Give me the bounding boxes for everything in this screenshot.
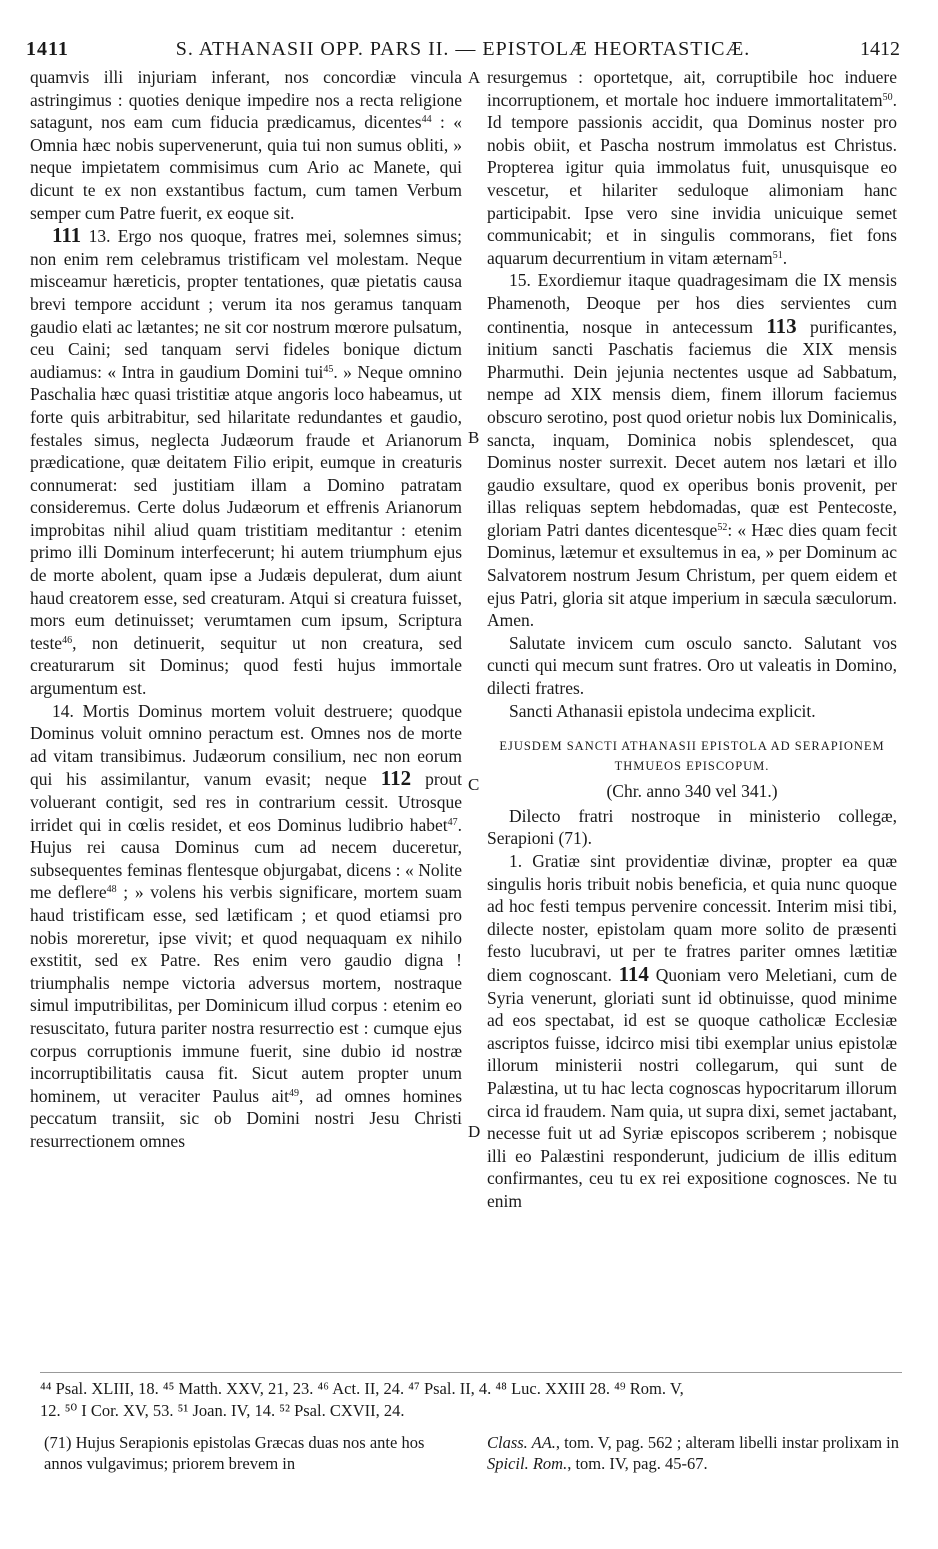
paragraph: 14. Mortis Dominus mortem voluit destruere; quodque Dominus voluit omnino peractum est. Omnes nos de morte ad vitam transibimus. Judæorum consilium, nec non eorum qui his assimilantur, vanum evasit; neque 112 prout voluerant contigit, sed res in contrarium cessit. Utrosque irridet qui in cœlis residet, et eos Dominus ludibrio habet$^{47}$. Hujus rei causa Dominus cum ad necem duceretur, subsequentes feminas flentesque objurgabat, dicens : « Nolite me deflere$^{48}$ ; » volens his verbis significare, mortem suam haud tristificam esse, sed lætificam ; et quod etiamsi pro nobis moreretur, ipse vivit; et quod nequaquam ex nihilo exstitit, sed ex Patre. Res enim vero gaudio digna ! triumphalis nempe victoria adversus mortem, nostraque simul imputribilitas, per Dominicum illud corpus : etenim eo resuscitato, futura pariter nostra resurrectio est : cumque ejus corpus corruptionis immune fuerit, sine dubio id nostræ incorruptibilitatis causa fit. Sicut autem propter unum hominem, ut veraciter Paulus ait$^{49}$, ad omnes homines peccatum transiit, sic ob Domini nostri Jesu Christi resurrectionem omnes	[30, 700, 462, 1151]
page-number-left: 1411	[26, 38, 69, 60]
column-mark: 111	[52, 223, 82, 248]
column-mark: 113	[766, 313, 797, 338]
divider	[40, 1372, 902, 1373]
column-mark: 112	[380, 766, 412, 791]
footnote-left: (71) Hujus Serapionis epistolas Græcas duas nos ante hos annos vulgavimus; priorem brevem in	[44, 1433, 425, 1473]
paragraph: Salutate invicem cum osculo sancto. Salutant vos cuncti qui mecum sunt fratres. Oro ut valeatis in Domino, dilecti fratres.	[487, 632, 897, 699]
running-header	[26, 38, 900, 64]
paragraph: quamvis illi injuriam inferant, nos concordiæ vincula astringimus : quoties denique impedire nos a recta religione satagunt, nos eam cum fiducia prædicamus, dicentes$^{44}$ : « Omnia hæc nobis supervenerunt, quia tui non sumus obliti, » neque impietatem commisimus cum Ario ac Manete, qui dicunt te ex non exstantibus factum, cum tamen Verbum semper cum Patre fuerit, ex eoque sit.	[30, 67, 462, 223]
right-column	[487, 66, 897, 1370]
date-line: (Chr. anno 340 vel 341.)	[606, 781, 778, 802]
paragraph: 111 13. Ergo nos quoque, fratres mei, solemnes simus; non enim rem celebramus tristificam vel molestam. Neque misceamur hæreticis, propter tentationes, quæ pietatis causa brevi tempore accidunt ; verum ita nos geramus tanquam gaudio elati ac lætantes; ne sit cor nostrum mœrore pulsatum, ceu Caini; sed tanquam servi fideles bonique dictum audiamus: « Intra in gaudium Domini tui$^{45}$. » Neque omnino Paschalia hæc quasi tristitiæ atque angoris loco habeamus, ut forte quis arbitrabitur, sed hilaritate redundantes et gaudio, festales simus, neglecta Judæorum fraude et Arianorum prædicatione, quæ deitatem Filio eripit, eumque in creaturis connumerat: sed justitiam illam a Domino patratam consideremus. Certe dolus Judæorum et effrenis Arianorum improbitas nihil aliud quam tristitiam meditantur : etenim primo illi Dominum interfecerunt; hi autem triumphum ejus de morte abolent, quam ipse a Judæis depulerat, dum aiunt haud creatorem esse, sed creaturam. Atqui si creatura fuisset, mors eum detinuisset; verumtamen cum ipsum, Scriptura teste$^{46}$, non detinuerit, sequitur ut non creatura, sed creaturarum sit Dominus; quod festi hujus immortale argumentum est.	[30, 223, 462, 699]
margin-letter-d: D	[468, 1122, 481, 1141]
paragraph: 15. Exordiemur itaque quadragesimam die IX mensis Phamenoth, Deoque per hos dies servientes cum continentia, nosque in antecessum 113 purificantes, initium sancti Paschatis faciemus die XIX mensis Pharmuthi. Dein jejunia nectentes usque ad Sabbatum, nempe ad XIX mensis diem, finem illorum faciemus obscuro serotino, post quod orietur nobis lux Dominicalis, sancta, inquam, Dominica nobis splendescet, qua Dominus noster surrexit. Decet autem nos lætari et illo gaudio exsultare, quod ex operibus bonis provenit, per illas reliquas septem hebdomadas, quæ est Pentecoste, gloriam Patri dantes dicentesque$^{52}$: « Hæc dies quam fecit Dominus, lætemur et exsultemus in ea, » per Dominum ac Salvatorem nostrum Jesum Christum, per quem eidem et ejus Patri, gloria sit atque imperium in sæcula sæculorum. Amen.	[487, 270, 897, 631]
paragraph: resurgemus : oportetque, ait, corruptibile hoc induere incorruptionem, et mortale hoc induere immortalitatem$^{50}$. Id tempore passionis accidit, qua Dominus noster pro nobis obiit, et Pascha nostrum immolatus est Christus. Propterea igitur quia immolatus fuit, unusquisque eo vescetur, et hilariter seduloque alimoniam hanc participabit. Ipse vero sine invidia unicuique semet communicabit; et in singulis commorans, fiet fons aquarum decurrentium in vitam æternam$^{51}$.	[487, 67, 897, 268]
paragraph: Dilecto fratri nostroque in ministerio collegæ, Serapioni (71).	[487, 805, 897, 849]
margin-letter-c: C	[468, 775, 480, 794]
paragraph: 1. Gratiæ sint providentiæ divinæ, propter ea quæ singulis horis tribuit nobis beneficia, et quia nunc quoque ad hoc festi tempus pervenire concessit. Interim misi tibi, dilecte noster, epistolam quam more solito de præsenti festo lucubravi, ut per te fratres pariter omnes lætitiæ diem cognoscant. 114 Quoniam vero Meletiani, cum de Syria venerunt, gloriati sunt id obtinuisse, quod minime ad eos spectabat, id est se quoque catholicæ Ecclesiæ ascriptos fuisse, idcirco misi tibi exemplar unius epistolæ illorum ministerii nostri collegarum, qui sunt de Palæstina, ut tu hac lecta cognoscas hypocritarum illorum circa id fraudem. Nam quia, ut supra dixi, semet jactabant, necesse fuit ut ad Syriæ episcopos scriberem ; nobisque illi eo Palæstini responderunt, judicium de illis editum confirmantes, ceu tu ex rei expositione cognosces. Ne tu enim	[487, 851, 897, 1211]
paragraph: Sancti Athanasii epistola undecima explicit.	[509, 700, 816, 721]
section-title: EJUSDEM SANCTI ATHANASII EPISTOLA AD SERAPIONEM THMUEOS EPISCOPUM.	[499, 739, 885, 774]
column-mark: 114	[618, 961, 649, 986]
footnote-right: Class. AA., tom. V, pag. 562 ; alteram libelli instar prolixam in Spicil. Rom., tom. IV, pag. 45-67.	[487, 1433, 900, 1473]
margin-letter-b: B	[468, 428, 480, 447]
page-number-right: 1412	[860, 38, 900, 60]
left-column	[30, 66, 462, 1370]
running-title: S. ATHANASII OPP. PARS II. — EPISTOLÆ HEORTASTICÆ.	[175, 38, 751, 60]
margin-letter-a: A	[468, 68, 481, 87]
scripture-notes: ⁴⁴ Psal. XLIII, 18. ⁴⁵ Matth. XXV, 21, 23. ⁴⁶ Act. II, 24. ⁴⁷ Psal. II, 4. ⁴⁸ Luc. XXIII 28. ⁴⁹ Rom. V, 12. ⁵⁰ I Cor. XV, 53. ⁵¹ Joan. IV, 14. ⁵² Psal. CXVII, 24.	[40, 1379, 684, 1420]
